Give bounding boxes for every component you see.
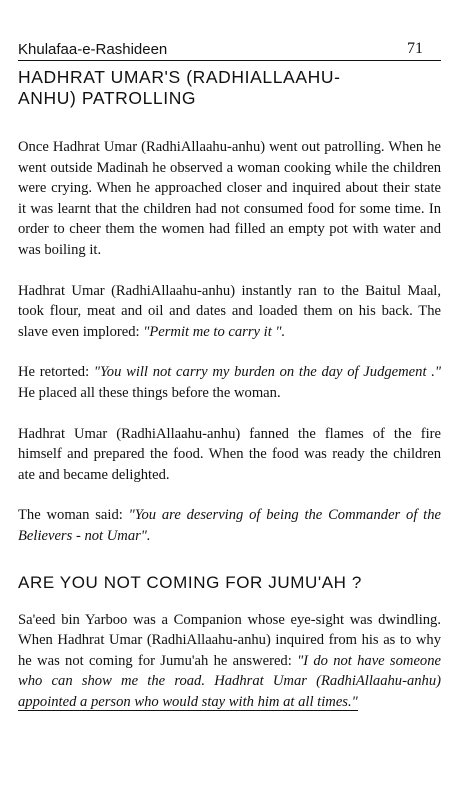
paragraph [18,505,441,546]
quote: "You are deserving of being the Commander of the Believers - not Umar". [18,507,441,544]
paragraph-text: Hadhrat Umar (RadhiAllaahu-anhu) instantly ran to the Baitul Maal, took flour, meat and oil and dates and loaded them on his back. The slave even implored: [18,282,441,340]
paragraph [18,610,441,713]
paragraph-text: He placed all these things before the woman. [18,384,281,401]
quote-underlined: appointed a person who would stay with him at all times." [18,693,358,710]
paragraph-text: Sa'eed bin Yarboo was a Companion whose eye-sight was dwindling. When Hadhrat Umar (RadhiAllaahu-anhu) inquired from his as to why he was not coming for Jumu'ah he answered: [18,611,441,669]
quote: "Permit me to carry it ". [143,323,286,340]
paragraph-text: He retorted: [18,364,94,381]
page-number: 71 [407,40,423,57]
paragraph-text: Once Hadhrat Umar (RadhiAllaahu-anhu) went out patrolling. When he went outside Madinah he observed a woman cooking while the children were crying. When he approached closer and inquired about their state it was learnt that the children had not consumed food for some time. In order to cheer them the women had filled an empty pot with water and was boiling it. [18,139,441,258]
paragraph-text: The woman said: [18,507,129,524]
section-heading-patrolling: HADHRAT UMAR'S (RADHIALLAAHU-ANHU) PATROLLING [18,67,341,108]
paragraph [18,424,441,486]
paragraph [18,137,441,261]
paragraph-text: Hadhrat Umar (RadhiAllaahu-anhu) fanned the flames of the fire himself and prepared the food. When the food was ready the children ate and became delighted. [18,425,441,483]
paragraph [18,281,441,343]
quote: "I do not have someone who can show me the road. Hadhrat Umar (RadhiAllaahu-anhu) [18,652,441,690]
book-title: Khulafaa-e-Rashideen [18,41,168,58]
running-head [18,0,441,61]
section-heading-jumuah: ARE YOU NOT COMING FOR JUMU'AH ? [18,572,362,592]
quote: "You will not carry my burden on the day of Judgement ." [93,364,441,381]
paragraph [18,362,441,403]
